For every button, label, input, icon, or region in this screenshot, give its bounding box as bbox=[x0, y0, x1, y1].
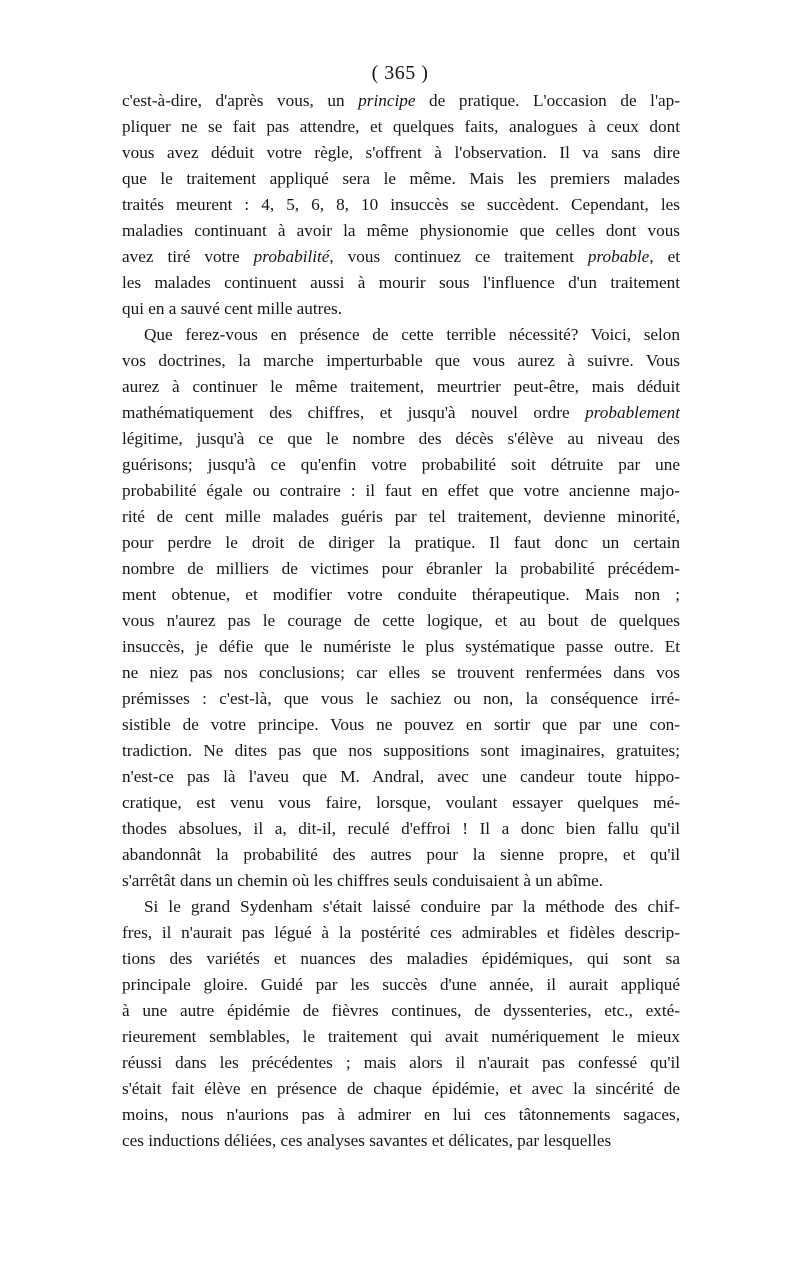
text-segment: de pratique. L'occasion de l'ap- bbox=[415, 91, 680, 110]
text-line bbox=[122, 426, 680, 452]
text-segment: ne niez pas nos conclusions; car elles se trouvent renfermées dans vos bbox=[122, 663, 680, 682]
text-line bbox=[122, 166, 680, 192]
text-segment: rité de cent mille malades guéris par tel traitement, devienne minorité, bbox=[122, 507, 680, 526]
text-segment: vos doctrines, la marche imperturbable que vous aurez à suivre. Vous bbox=[122, 351, 680, 370]
text-segment: tions des variétés et nuances des maladies épidémiques, qui sont sa bbox=[122, 949, 680, 968]
text-segment: cratique, est venu vous faire, lorsque, voulant essayer quelques mé- bbox=[122, 793, 680, 812]
text-line bbox=[122, 1102, 680, 1128]
text-line bbox=[122, 920, 680, 946]
text-line bbox=[122, 244, 680, 270]
text-segment: abandonnât la probabilité des autres pour la sienne propre, et qu'il bbox=[122, 845, 680, 864]
text-segment: n'est-ce pas là l'aveu que M. Andral, avec une candeur toute hippo- bbox=[122, 767, 680, 786]
text-segment: , vous continuez ce traitement bbox=[329, 247, 588, 266]
text-segment: insuccès, je défie que le numériste le plus systématique passe outre. Et bbox=[122, 637, 680, 656]
italic-text: probablement bbox=[585, 403, 680, 422]
text-segment: s'arrêtât dans un chemin où les chiffres seuls conduisaient à un abîme. bbox=[122, 871, 604, 890]
text-line bbox=[122, 1050, 680, 1076]
text-line bbox=[122, 504, 680, 530]
text-segment: thodes absolues, il a, dit-il, reculé d'effroi ! Il a donc bien fallu qu'il bbox=[122, 819, 680, 838]
text-segment: ment obtenue, et modifier votre conduite thérapeutique. Mais non ; bbox=[122, 585, 680, 604]
text-segment: réussi dans les précédentes ; mais alors il n'aurait pas confessé qu'il bbox=[122, 1053, 680, 1072]
text-segment: c'est-à-dire, d'après vous, un bbox=[122, 91, 359, 110]
text-line bbox=[122, 530, 680, 556]
page-number: ( 365 ) bbox=[371, 62, 429, 84]
text-line bbox=[122, 400, 680, 426]
text-line bbox=[122, 114, 680, 140]
text-line bbox=[122, 816, 680, 842]
text-segment: tradiction. Ne dites pas que nos suppositions sont imaginaires, gratuites; bbox=[122, 741, 680, 760]
text-line bbox=[122, 660, 680, 686]
paragraph bbox=[122, 894, 680, 1154]
text-line bbox=[122, 972, 680, 998]
text-line bbox=[122, 556, 680, 582]
text-segment: à une autre épidémie de fièvres continues, de dyssenteries, etc., exté- bbox=[122, 1001, 680, 1020]
text-line bbox=[122, 270, 680, 296]
text-segment: que le traitement appliqué sera le même. Mais les premiers malades bbox=[122, 169, 680, 188]
text-segment: qui en a sauvé cent mille autres. bbox=[122, 299, 343, 318]
italic-text: principe bbox=[358, 91, 416, 110]
text-line bbox=[122, 868, 680, 894]
text-line bbox=[122, 192, 680, 218]
text-line bbox=[122, 686, 680, 712]
text-line bbox=[122, 842, 680, 868]
text-line bbox=[122, 764, 680, 790]
text-segment: Que ferez-vous en présence de cette terrible nécessité? Voici, selon bbox=[144, 325, 680, 344]
text-segment: moins, nous n'aurions pas à admirer en lui ces tâtonnements sagaces, bbox=[122, 1105, 680, 1124]
text-segment: vous n'aurez pas le courage de cette logique, et au bout de quelques bbox=[122, 611, 680, 630]
paragraph bbox=[122, 322, 680, 894]
text-line bbox=[122, 140, 680, 166]
text-line bbox=[122, 348, 680, 374]
text-segment: pliquer ne se fait pas attendre, et quelques faits, analogues à ceux dont bbox=[122, 117, 680, 136]
text-segment: probabilité égale ou contraire : il faut en effet que votre ancienne majo- bbox=[122, 481, 680, 500]
text-segment: rieurement semblables, le traitement qui avait numériquement le mieux bbox=[122, 1027, 680, 1046]
body-text bbox=[122, 88, 680, 1154]
text-segment: vous avez déduit votre règle, s'offrent à l'observation. Il va sans dire bbox=[122, 143, 680, 162]
paragraph bbox=[122, 88, 680, 322]
text-line bbox=[122, 218, 680, 244]
text-segment: guérisons; jusqu'à ce qu'enfin votre probabilité soit détruite par une bbox=[122, 455, 680, 474]
text-line bbox=[122, 322, 680, 348]
text-segment: les malades continuent aussi à mourir sous l'influence d'un traitement bbox=[122, 273, 680, 292]
text-segment: sistible de votre principe. Vous ne pouvez en sortir que par une con- bbox=[122, 715, 680, 734]
text-line bbox=[122, 946, 680, 972]
text-line bbox=[122, 296, 680, 322]
text-line bbox=[122, 582, 680, 608]
text-line bbox=[122, 88, 680, 114]
text-segment: aurez à continuer le même traitement, meurtrier peut-être, mais déduit bbox=[122, 377, 680, 396]
text-line bbox=[122, 452, 680, 478]
text-line bbox=[122, 608, 680, 634]
text-line bbox=[122, 1076, 680, 1102]
text-line bbox=[122, 894, 680, 920]
text-segment: ces inductions déliées, ces analyses savantes et délicates, par lesquelles bbox=[122, 1131, 612, 1150]
text-segment: mathématiquement des chiffres, et jusqu'à nouvel ordre bbox=[122, 403, 586, 422]
text-line bbox=[122, 374, 680, 400]
text-segment: principale gloire. Guidé par les succès d'une année, il aurait appliqué bbox=[122, 975, 680, 994]
text-line bbox=[122, 738, 680, 764]
text-line bbox=[122, 998, 680, 1024]
text-segment: pour perdre le droit de diriger la pratique. Il faut donc un certain bbox=[122, 533, 680, 552]
text-line bbox=[122, 712, 680, 738]
italic-text: probabilité bbox=[253, 247, 330, 266]
text-segment: , et bbox=[649, 247, 680, 266]
text-line bbox=[122, 634, 680, 660]
text-segment: prémisses : c'est-là, que vous le sachiez ou non, la conséquence irré- bbox=[122, 689, 680, 708]
italic-text: probable bbox=[587, 247, 650, 266]
text-line bbox=[122, 1024, 680, 1050]
text-segment: traités meurent : 4, 5, 6, 8, 10 insuccès se succèdent. Cependant, les bbox=[122, 195, 680, 214]
text-segment: Si le grand Sydenham s'était laissé conduire par la méthode des chif- bbox=[144, 897, 680, 916]
text-segment: fres, il n'aurait pas légué à la postérité ces admirables et fidèles descrip- bbox=[122, 923, 680, 942]
text-segment: s'était fait élève en présence de chaque épidémie, et avec la sincérité de bbox=[122, 1079, 680, 1098]
text-line bbox=[122, 1128, 680, 1154]
text-segment: nombre de milliers de victimes pour ébranler la probabilité précédem- bbox=[122, 559, 680, 578]
text-segment: légitime, jusqu'à ce que le nombre des décès s'élève au niveau des bbox=[122, 429, 680, 448]
text-line bbox=[122, 478, 680, 504]
text-segment: maladies continuant à avoir la même physionomie que celles dont vous bbox=[122, 221, 680, 240]
text-line bbox=[122, 790, 680, 816]
text-segment: avez tiré votre bbox=[122, 247, 254, 266]
